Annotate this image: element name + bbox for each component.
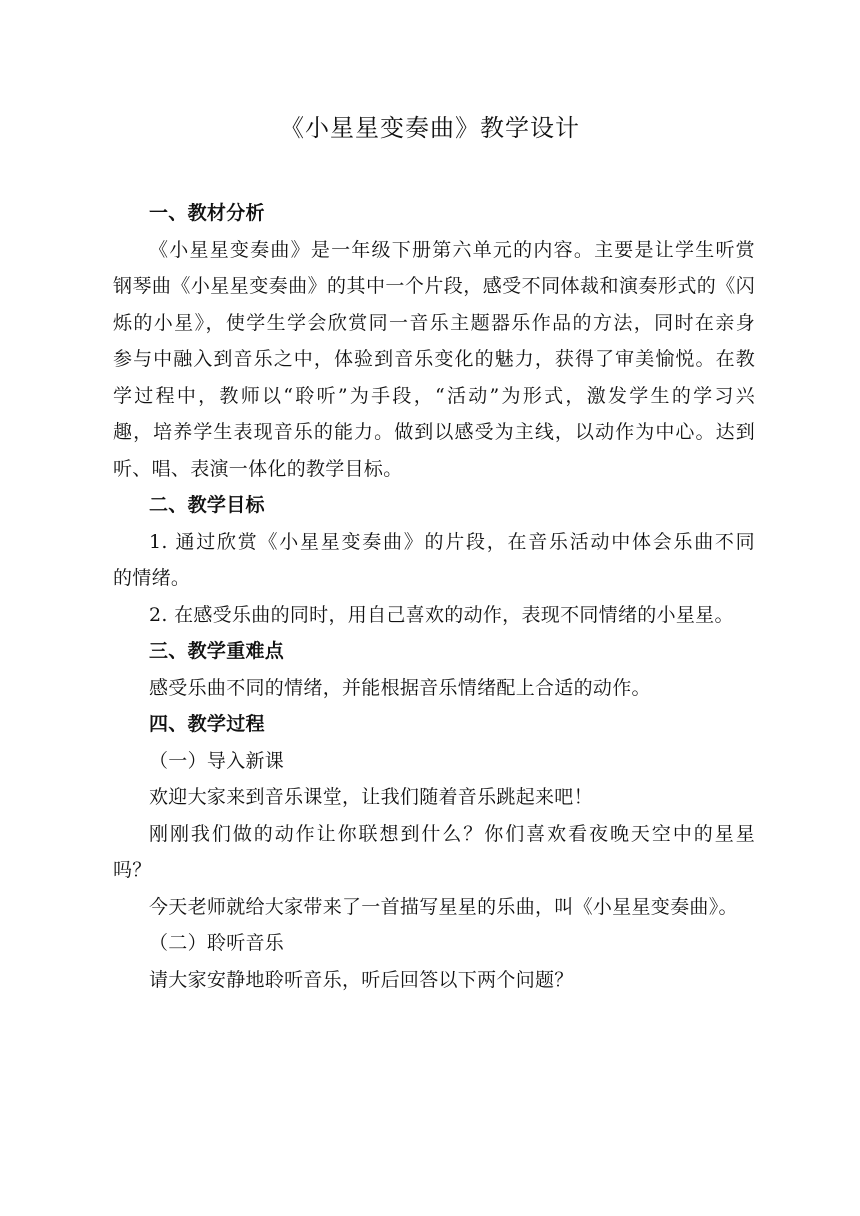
paragraph-line: 《小星星变奏曲》是一年级下册第六单元的内容。主要是让学生听赏 (149, 238, 755, 261)
process-line: 欢迎大家来到音乐课堂，让我们随着音乐跳起来吧！ (149, 786, 593, 808)
document-body (113, 195, 755, 998)
objective-item-1-continued: 的情绪。 (113, 567, 191, 589)
paragraph-line: 烁的小星》，使学生学会欣赏同一音乐主题器乐作品的方法，同时在亲身 (113, 311, 755, 334)
objective-item-2: 2. 在感受乐曲的同时，用自己喜欢的动作，表现不同情绪的小星星。 (149, 603, 734, 626)
section-heading-key-points: 三、教学重难点 (149, 640, 285, 662)
paragraph-line: 参与中融入到音乐之中，体验到音乐变化的魅力，获得了审美愉悦。在教 (113, 348, 755, 370)
process-line: 今天老师就给大家带来了一首描写星星的乐曲，叫《小星星变奏曲》。 (149, 895, 738, 918)
subsection-heading-listening: （二）聆听音乐 (149, 932, 285, 954)
process-line: 吗？ (113, 859, 152, 881)
page-title: 《小星星变奏曲》教学设计 (280, 114, 580, 142)
paragraph-line: 钢琴曲《小星星变奏曲》的其中一个片段，感受不同体裁和演奏形式的《闪 (113, 275, 755, 297)
section-heading-process: 四、教学过程 (149, 713, 265, 735)
paragraph-line: 趣，培养学生表现音乐的能力。做到以感受为主线，以动作为中心。达到 (113, 421, 755, 443)
key-points-text: 感受乐曲不同的情绪，并能根据音乐情绪配上合适的动作。 (149, 676, 651, 699)
process-line: 刚刚我们做的动作让你联想到什么？你们喜欢看夜晚天空中的星星 (149, 822, 755, 845)
paragraph-line: 学过程中，教师以“聆听”为手段，“活动”为形式，激发学生的学习兴 (113, 384, 755, 407)
section-heading-objectives: 二、教学目标 (149, 494, 265, 516)
objective-item-1: 1. 通过欣赏《小星星变奏曲》的片段，在音乐活动中体会乐曲不同 (149, 530, 755, 553)
section-heading-analysis: 一、教材分析 (149, 202, 265, 224)
process-line: 请大家安静地聆听音乐，听后回答以下两个问题？ (149, 968, 574, 991)
paragraph-line: 听、唱、表演一体化的教学目标。 (113, 457, 403, 480)
subsection-heading-intro: （一）导入新课 (149, 749, 285, 772)
